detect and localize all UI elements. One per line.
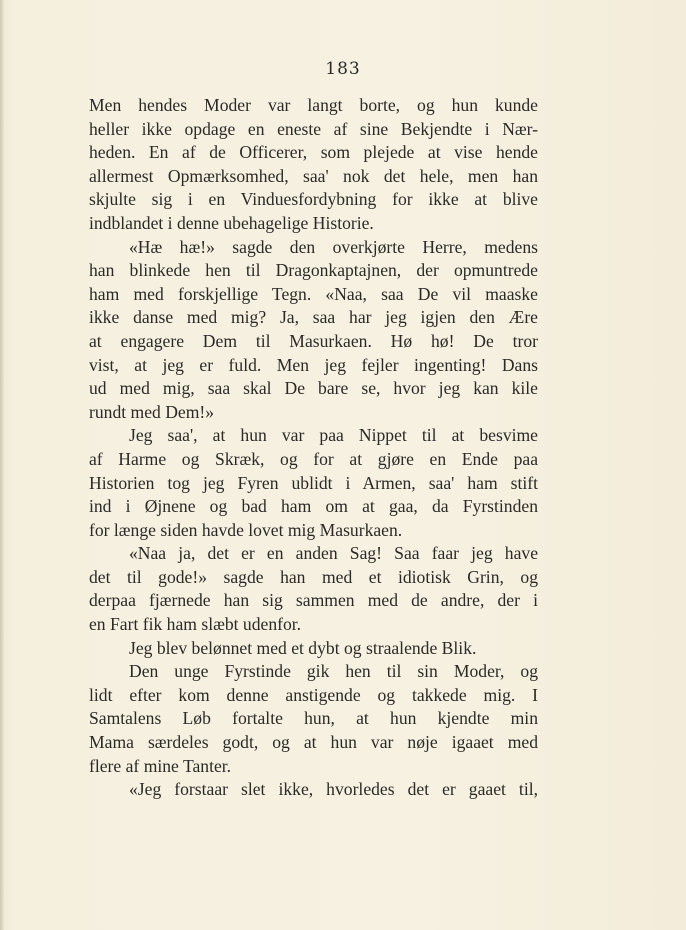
text-line: en Fart fik ham slæbt udenfor. — [89, 614, 302, 635]
text-line: heller ikke opdage en eneste af sine Bekjendte i Nær- — [89, 118, 538, 139]
text-line: Men hendes Moder var langt borte, og hun kunde — [89, 95, 538, 115]
text-line: det til gode!» sagde han med et idiotisk Grin, og — [89, 566, 538, 587]
text-line: allermest Opmærksomhed, saa' nok det hele, men han — [89, 165, 538, 186]
text-line: Jeg blev belønnet med et dybt og straalende Blik. — [129, 637, 477, 658]
text-line: flere af mine Tanter. — [89, 755, 232, 776]
body-text — [89, 94, 538, 802]
text-line: ham med forskjellige Tegn. «Naa, saa De vil maaske — [89, 283, 538, 304]
page-number: 183 — [325, 59, 361, 79]
page-edge-shadow — [0, 0, 4, 930]
text-line: Historien tog jeg Fyren ublidt i Armen, saa' ham stift — [89, 472, 538, 493]
text-line: ikke danse med mig? Ja, saa har jeg igjen den Ære — [89, 307, 538, 328]
text-line: derpaa fjærnede han sig sammen med de andre, der i — [89, 590, 538, 611]
text-line: rundt med Dem!» — [89, 401, 215, 422]
text-line: han blinkede hen til Dragonkaptajnen, der opmuntrede — [89, 260, 538, 281]
text-line: af Harme og Skræk, og for at gjøre en Ende paa — [89, 448, 538, 469]
text-line: Mama særdeles godt, og at hun var nøje igaaet med — [89, 732, 538, 753]
text-line: Samtalens Løb fortalte hun, at hun kjendte min — [89, 708, 538, 729]
text-line: «Jeg forstaar slet ikke, hvorledes det er gaaet til, — [129, 779, 538, 800]
text-line: for længe siden havde lovet mig Masurkaen. — [89, 519, 403, 540]
text-line: skjulte sig i en Vinduesfordybning for ikke at blive — [89, 189, 538, 210]
text-line: ind i Øjnene og bad ham om at gaa, da Fyrstinden — [89, 496, 538, 517]
text-line: vist, at jeg er fuld. Men jeg fejler ingenting! Dans — [89, 354, 538, 375]
text-line: Jeg saa', at hun var paa Nippet til at besvime — [129, 425, 538, 446]
text-line: indblandet i denne ubehagelige Historie. — [89, 212, 374, 233]
text-line: «Hæ hæ!» sagde den overkjørte Herre, medens — [129, 236, 538, 257]
text-line: Den unge Fyrstinde gik hen til sin Moder, og — [129, 661, 538, 682]
text-line: lidt efter kom denne anstigende og takkede mig. I — [89, 684, 538, 705]
text-line: ud med mig, saa skal De bare se, hvor jeg kan kile — [89, 378, 538, 399]
text-line: at engagere Dem til Masurkaen. Hø hø! De tror — [89, 330, 538, 351]
text-line: «Naa ja, det er en anden Sag! Saa faar jeg have — [129, 543, 538, 564]
text-line: heden. En af de Officerer, som plejede at vise hende — [89, 142, 538, 163]
